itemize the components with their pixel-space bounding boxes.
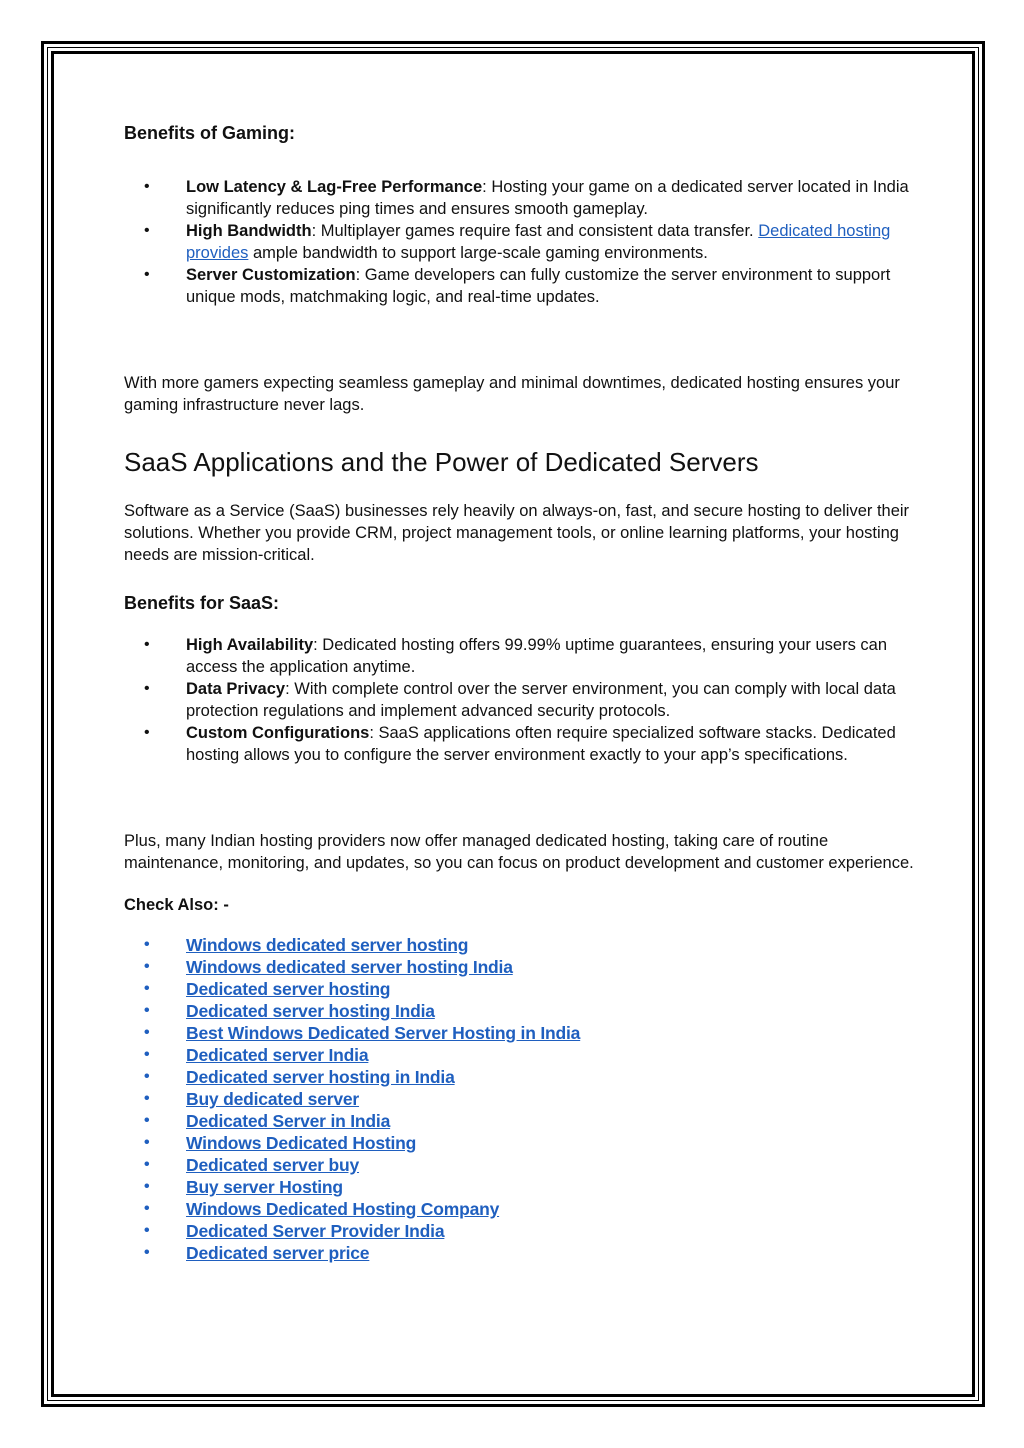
- benefit-term: High Availability: [186, 636, 314, 654]
- list-item: [124, 978, 914, 1000]
- benefit-term: Server Customization: [186, 266, 356, 284]
- benefit-term: High Bandwidth: [186, 222, 312, 240]
- benefit-text: : SaaS applications often require specialized software stacks. Dedicated hosting allows you to configure the server environment exactly to your app’s specifications.: [186, 724, 896, 764]
- related-link[interactable]: Dedicated Server Provider India: [186, 1221, 445, 1241]
- gaming-benefits-list: [124, 176, 914, 308]
- saas-closing-paragraph: Plus, many Indian hosting providers now offer managed dedicated hosting, taking care of routine maintenance, monitoring, and updates, so you can focus on product development and customer experience.: [124, 832, 914, 872]
- related-link[interactable]: Windows dedicated server hosting India: [186, 957, 513, 977]
- list-item: [124, 264, 914, 308]
- list-item: [124, 1088, 914, 1110]
- related-link[interactable]: Dedicated server India: [186, 1045, 369, 1065]
- check-also-links-list: [124, 934, 914, 1264]
- saas-section-title: SaaS Applications and the Power of Dedicated Servers: [124, 447, 759, 477]
- list-item: [124, 1044, 914, 1066]
- list-item: [124, 1176, 914, 1198]
- list-item: [124, 956, 914, 978]
- benefit-text: : Multiplayer games require fast and consistent data transfer.: [311, 222, 759, 240]
- benefit-text: : Dedicated hosting offers 99.99% uptime guarantees, ensuring your users can access the application anytime.: [186, 636, 888, 676]
- benefit-text: : Game developers can fully customize the server environment to support unique mods, matchmaking logic, and real-time updates.: [186, 266, 891, 306]
- related-link[interactable]: Windows dedicated server hosting: [186, 935, 469, 955]
- list-item: [124, 176, 914, 220]
- gaming-closing-paragraph: With more gamers expecting seamless gameplay and minimal downtimes, dedicated hosting ensures your gaming infrastructure never lags.: [124, 374, 900, 414]
- related-link[interactable]: Windows Dedicated Hosting: [186, 1133, 417, 1153]
- related-link[interactable]: Dedicated server buy: [186, 1155, 360, 1175]
- related-link[interactable]: Dedicated Server in India: [186, 1111, 391, 1131]
- document-content: [124, 120, 914, 1264]
- benefit-term: Low Latency & Lag-Free Performance: [186, 178, 483, 196]
- list-item: [124, 1022, 914, 1044]
- list-item: [124, 678, 914, 722]
- dedicated-hosting-link[interactable]: Dedicated hosting provides: [186, 222, 891, 262]
- list-item: [124, 634, 914, 678]
- list-item: [124, 1000, 914, 1022]
- benefit-text: : Hosting your game on a dedicated server located in India significantly reduces ping times and ensures smooth gameplay.: [186, 178, 909, 218]
- gaming-heading: Benefits of Gaming:: [124, 123, 296, 143]
- list-item: [124, 934, 914, 956]
- list-item: [124, 1066, 914, 1088]
- related-link[interactable]: Dedicated server price: [186, 1243, 370, 1263]
- related-link[interactable]: Buy dedicated server: [186, 1089, 360, 1109]
- benefit-term: Custom Configurations: [186, 724, 370, 742]
- list-item: [124, 1220, 914, 1242]
- check-also-label: Check Also: -: [124, 896, 229, 914]
- related-link[interactable]: Windows Dedicated Hosting Company: [186, 1199, 500, 1219]
- saas-benefits-list: [124, 634, 914, 766]
- list-item: [124, 722, 914, 766]
- saas-intro-paragraph: Software as a Service (SaaS) businesses rely heavily on always-on, fast, and secure hosting to deliver their solutions. Whether you provide CRM, project management tools, or online learning platforms, your hosting needs are mission-critical.: [124, 502, 910, 564]
- saas-heading: Benefits for SaaS:: [124, 593, 280, 613]
- list-item: [124, 1154, 914, 1176]
- related-link[interactable]: Best Windows Dedicated Server Hosting in India: [186, 1023, 581, 1043]
- related-link[interactable]: Dedicated server hosting India: [186, 1001, 435, 1021]
- list-item: [124, 1198, 914, 1220]
- benefit-term: Data Privacy: [186, 680, 286, 698]
- related-link[interactable]: Dedicated server hosting in India: [186, 1067, 455, 1087]
- list-item: [124, 220, 914, 264]
- benefit-text: : With complete control over the server environment, you can comply with local data protection regulations and implement advanced security protocols.: [186, 680, 896, 720]
- benefit-text: ample bandwidth to support large-scale gaming environments.: [248, 244, 708, 262]
- list-item: [124, 1110, 914, 1132]
- related-link[interactable]: Buy server Hosting: [186, 1177, 343, 1197]
- list-item: [124, 1242, 914, 1264]
- list-item: [124, 1132, 914, 1154]
- related-link[interactable]: Dedicated server hosting: [186, 979, 391, 999]
